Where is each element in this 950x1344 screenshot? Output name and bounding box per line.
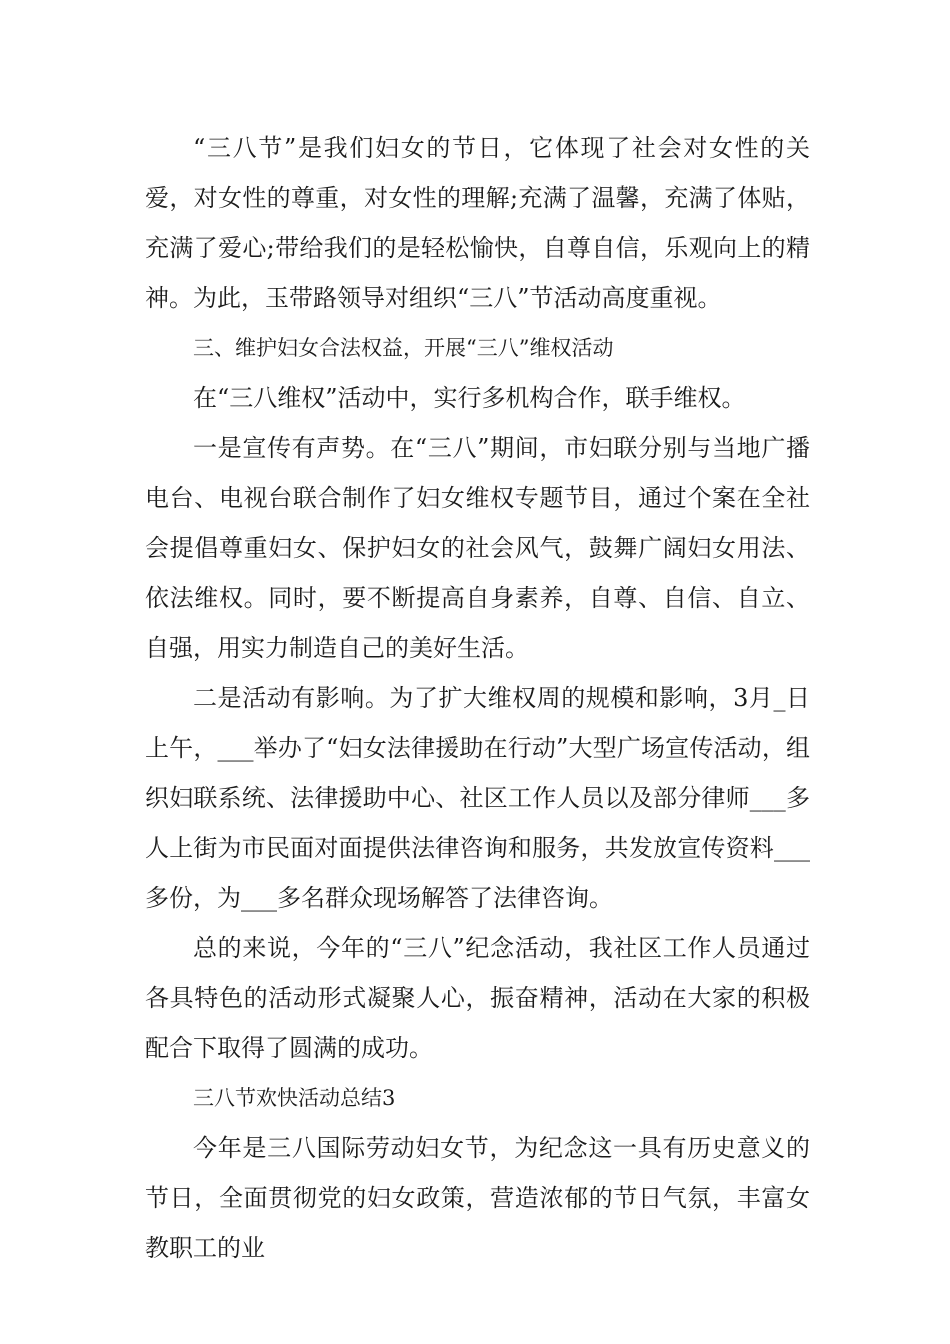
- paragraph-womens-day: 今年是三八国际劳动妇女节，为纪念这一具有历史意义的节日，全面贯彻党的妇女政策，营造浓郁的节日气氛，丰富女教职工的业: [145, 1134, 810, 1262]
- document-page: [145, 123, 810, 1273]
- section-heading-summary-3: 三八节欢快活动总结3: [193, 1086, 396, 1110]
- paragraph-activity-impact: 二是活动有影响。为了扩大维权周的规模和影响，3月_日上午，___举办了“妇女法律援助在行动”大型广场宣传活动，组织妇联系统、法律援助中心、社区工作人员以及部分律师___多人上街为市民面对面提供法律咨询和服务，共发放宣传资料___多份，为___多名群众现场解答了法律咨询。: [145, 684, 810, 912]
- paragraph-intro: “三八节”是我们妇女的节日，它体现了社会对女性的关爱，对女性的尊重，对女性的理解;充满了温馨，充满了体贴，充满了爱心;带给我们的是轻松愉快，自尊自信，乐观向上的精神。为此，玉带路领导对组织“三八”节活动高度重视。: [145, 134, 810, 312]
- paragraph-publicity: 一是宣传有声势。在“三八”期间，市妇联分别与当地广播电台、电视台联合制作了妇女维权专题节目，通过个案在全社会提倡尊重妇女、保护妇女的社会风气，鼓舞广阔妇女用法、依法维权。同时，要不断提高自身素养，自尊、自信、自立、自强，用实力制造自己的美好生活。: [145, 434, 810, 662]
- paragraph-cooperation: 在“三八维权”活动中，实行多机构合作，联手维权。: [193, 384, 746, 412]
- paragraph-summary: 总的来说，今年的“三八”纪念活动，我社区工作人员通过各具特色的活动形式凝聚人心，振奋精神，活动在大家的积极配合下取得了圆满的成功。: [145, 934, 810, 1062]
- section-heading-rights: 三、维护妇女合法权益，开展“三八”维权活动: [193, 336, 614, 360]
